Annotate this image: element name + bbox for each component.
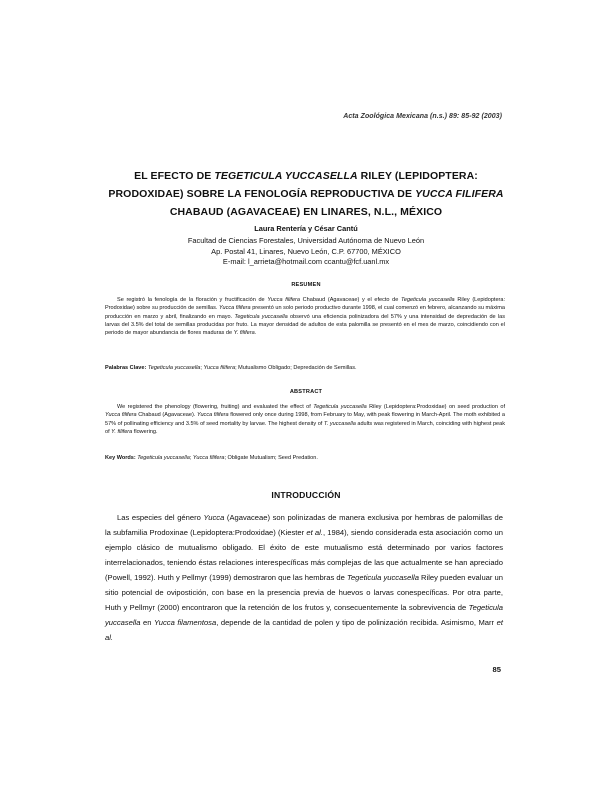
keyword: Yucca filifera xyxy=(192,455,225,461)
title-part: RILEY (LEPIDOPTERA: PRODOXIDAE) SOBRE LA FENOLOGÍA REPRODUCTIVA DE xyxy=(108,170,478,200)
keyword: Tegeticula yuccasella xyxy=(146,365,201,371)
keywords-label: Palabras Clave: xyxy=(105,365,147,371)
author-names: Laura Rentería y César Cantú xyxy=(254,224,358,233)
species-name: Tegeticula yuccasella xyxy=(347,573,419,582)
text-run: en xyxy=(140,618,154,627)
keyword: Tegeticula yuccasella xyxy=(135,455,190,461)
text-run: We registered the phenology (flowering, fruiting) and evaluated the effect of xyxy=(117,404,314,410)
resumen-text xyxy=(105,296,505,338)
species-name: T. yuccasella xyxy=(323,420,356,427)
text-run: . xyxy=(254,330,257,337)
introduction-heading: INTRODUCCIÓN xyxy=(271,490,341,500)
title-species: TEGETICULA YUCCASELLA xyxy=(214,170,358,182)
species-name: Yucca filifera xyxy=(196,412,229,419)
affiliation-email: E-mail: l_arrieta@hotmail.com ccantu@fcf.uanl.mx xyxy=(222,257,390,266)
resumen-heading: RESUMEN xyxy=(291,282,321,288)
text-run: (Agavaceae) son polinizadas de manera exclusiva por hembras de palomillas de la subfamilia Prodoxinae (Lepidoptera:Prodoxidae) (Kiester xyxy=(105,513,503,537)
species-name: Tegeticula yuccasella xyxy=(313,404,367,410)
article-title xyxy=(100,167,512,221)
page-number: 85 xyxy=(492,665,501,674)
citation-etal: et al. xyxy=(306,528,323,537)
text-run: observó una eficiencia polinizadora del 57% y una intensidad de depredación de las larvas del 3.5% del total de semillas producidas por fruto. La mayor densidad de adultos de esta palomilla se presentó en el mes de marzo, coincidiendo con el periodo de mayor abundancia de flores maduras de xyxy=(105,313,505,337)
text-run: adults was registered in March, coinciding with highest peak of xyxy=(105,420,506,436)
text-run: Chabaud (Agavaceae) y el efecto de xyxy=(300,297,401,303)
species-name: Yucca filifera xyxy=(105,412,137,419)
species-name: Y. filifera xyxy=(111,429,133,436)
species-name: Tegeticula yuccasella xyxy=(105,603,503,627)
abstract-keywords xyxy=(105,454,505,462)
text-run: Riley (Lepidoptera:Prodoxidae) on seed production of xyxy=(366,404,505,410)
text-run: flowering. xyxy=(132,429,158,436)
text-run: presentó un solo periodo productivo durante 1998, el cual comenzó en febrero, alcanzando su máxima producción en marzo y abril, finalizando en mayo. xyxy=(105,305,505,320)
keywords-label: Key Words: xyxy=(105,455,136,461)
text-run: Riley pueden evaluar un sitio potencial de ovipostición, con base en la presencia previa de huevos o larvas conespecíficas. Por otra parte, Huth y Pellmyr (2000) encontraron que la retención de los frutos y, consecuentemente la sobrevivencia de xyxy=(105,573,503,612)
species-name: Yucca filifera xyxy=(267,297,300,303)
text-run: Las especies del género xyxy=(117,513,204,522)
keyword: Yucca filifera xyxy=(203,365,236,371)
abstract-heading: ABSTRACT xyxy=(289,389,323,395)
journal-reference: Acta Zoológica Mexicana (n.s.) 89: 85-92 (2003) xyxy=(343,113,502,120)
text-run: , depende de la cantidad de polen y tipo de polinización recibida. Asimismo, Marr xyxy=(216,618,497,627)
text-run: ; Obligate Mutualism; Seed Predation. xyxy=(224,455,318,461)
text-run: Se registró la fenología de la floración y fructificación de xyxy=(117,297,268,303)
text-run: Riley (Lepidoptera: Prodoxidae) sobre su producción de semillas. xyxy=(105,297,506,312)
author-affiliation xyxy=(100,236,512,268)
affiliation-line: Facultad de Ciencias Forestales, Universidad Autónoma de Nuevo León xyxy=(187,236,425,245)
species-name: Y. filifera xyxy=(233,330,255,337)
abstract-text xyxy=(105,403,505,436)
citation-etal: et al. xyxy=(105,618,503,642)
title-part: EL EFECTO DE xyxy=(134,170,215,182)
species-name: Tegeticula yuccasella xyxy=(234,313,288,320)
title-species: YUCCA FILIFERA xyxy=(415,188,504,200)
resumen-keywords xyxy=(105,364,505,372)
text-run: flowered only once during 1998, from February to May, with peak flowering in March-April. The moth exhibited a 57% of pollinating efficiency and 3.5% of seed mortality by larvae. The highest density of xyxy=(105,412,505,427)
species-name: Yucca filifera xyxy=(219,305,251,312)
affiliation-address: Ap. Postal 41, Linares, Nuevo León, C.P. 67700, MÉXICO xyxy=(211,246,401,256)
species-name: Tegeticula yuccasella xyxy=(401,297,455,303)
species-name: Yucca xyxy=(203,513,225,522)
introduction-text xyxy=(105,510,503,645)
text-run: Chabaud (Agavaceae). xyxy=(136,412,197,419)
text-run: , 1984), siendo considerada esta asociación como un ejemplo clásico de mutualismo obligado. El éxito de este mutualismo está determinado por varios factores interrelacionados, teniendo éstas relaciones interespecíficas más complejas de las que actualmente se han apreciado (Powell, 1992). Huth y Pellmyr (1999) demostraron que las hembras de xyxy=(105,528,503,582)
text-run: ; xyxy=(200,365,204,371)
text-run: ; xyxy=(189,455,193,461)
text-run: ; Mutualismo Obligado; Depredación de Semillas. xyxy=(235,365,357,371)
title-part: CHABAUD (AGAVACEAE) EN LINARES, N.L., MÉXICO xyxy=(169,206,443,218)
species-name: Yucca filamentosa xyxy=(154,618,217,627)
